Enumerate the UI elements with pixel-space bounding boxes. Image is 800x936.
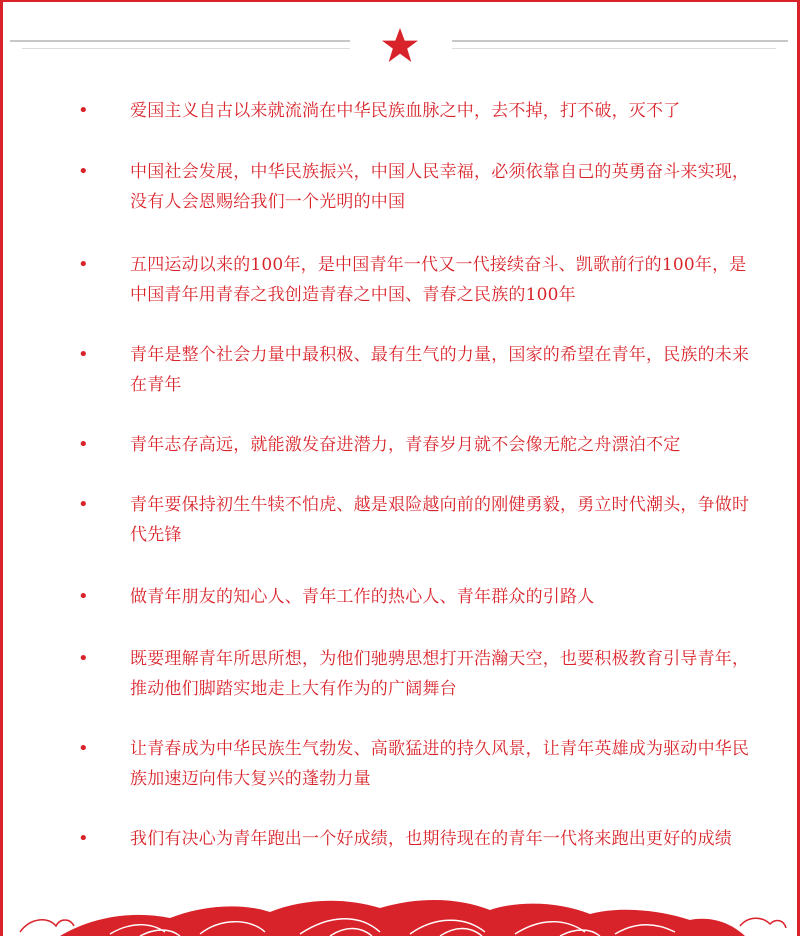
- bullet: •: [78, 586, 89, 607]
- top-border: [0, 0, 800, 2]
- list-item-text: 中国社会发展，中华民族振兴，中国人民幸福，必须依靠自己的英勇奋斗来实现，没有人会恩赐给我们一个光明的中国: [130, 162, 750, 212]
- bullet: •: [78, 344, 89, 365]
- header-rule-right-thin: [452, 48, 776, 49]
- bullet: •: [78, 738, 89, 759]
- list-item-text: 爱国主义自古以来就流淌在中华民族血脉之中，去不掉，打不破，灭不了: [130, 101, 681, 121]
- bullet: •: [78, 648, 89, 669]
- bullet: •: [78, 494, 89, 515]
- star-icon: [380, 26, 420, 66]
- bullet: •: [78, 254, 89, 275]
- list-item-text: 青年要保持初生牛犊不怕虎、越是艰险越向前的刚健勇毅，勇立时代潮头，争做时代先锋: [130, 495, 750, 545]
- left-border: [0, 0, 3, 936]
- bullet: •: [78, 100, 89, 121]
- bullet: •: [78, 828, 89, 849]
- list-item-text: 既要理解青年所思所想，为他们驰骋思想打开浩瀚天空，也要积极教育引导青年，推动他们脚踏实地走上大有作为的广阔舞台: [130, 649, 750, 699]
- header-rule-left-thin: [22, 48, 350, 49]
- list-item-text: 让青春成为中华民族生气勃发、高歌猛进的持久风景，让青年英雄成为驱动中华民族加速迈向伟大复兴的蓬勃力量: [130, 739, 750, 789]
- list-item-text: 青年志存高远，就能激发奋进潜力，青春岁月就不会像无舵之舟漂泊不定: [130, 435, 681, 455]
- list-item-text: 做青年朋友的知心人、青年工作的热心人、青年群众的引路人: [130, 587, 595, 607]
- list-item-text: 我们有决心为青年跑出一个好成绩，也期待现在的青年一代将来跑出更好的成绩: [130, 829, 732, 849]
- bullet: •: [78, 434, 89, 455]
- header-rule-right: [452, 40, 788, 42]
- cloud-wave-decoration: [0, 888, 800, 936]
- header-rule-left: [10, 40, 350, 42]
- list-item-text: 五四运动以来的100年，是中国青年一代又一代接续奋斗、凯歌前行的100年，是中国青年用青春之我创造青春之中国、青春之民族的100年: [130, 255, 747, 305]
- list-item-text: 青年是整个社会力量中最积极、最有生气的力量，国家的希望在青年，民族的未来在青年: [130, 345, 750, 395]
- bullet: •: [78, 161, 89, 182]
